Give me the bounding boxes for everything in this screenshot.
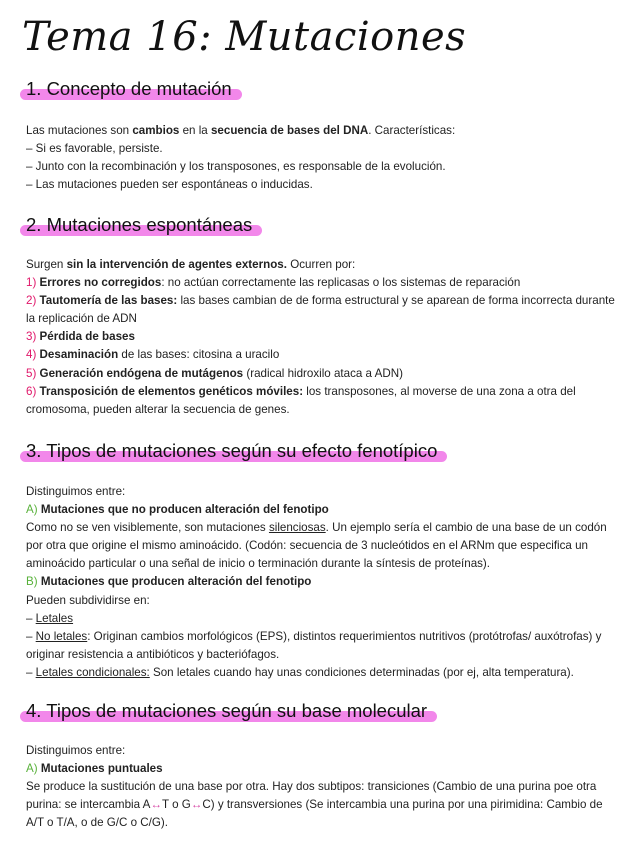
section-body — [26, 483, 616, 682]
paragraph: Distinguimos entre: — [26, 744, 126, 757]
section-espontaneas — [26, 214, 616, 419]
paragraph: Se produce la sustitución de una base por otra. Hay dos subtipos: transiciones (Cambio de una purina poe otra purina: se intercambia A↔T o G↔C) y transversiones (Se intercambia una purina por una pirimidina: Cambio de A/T o T/A, o de G/C o C/G). — [26, 780, 603, 830]
swap-arrow-icon: ↔ — [190, 798, 203, 812]
list-item: – No letales: Originan cambios morfológicos (EPS), distintos requerimientos nutritivos (protótrofas/ auxótrofas) y originar resistencia a antibióticos y bacteriófagos. — [26, 629, 602, 661]
subheading: A) Mutaciones que no producen alteración del fenotipo — [26, 503, 329, 517]
list-item: 5) Generación endógena de mutágenos (radical hidroxilo ataca a ADN) — [26, 366, 403, 380]
section-body — [26, 122, 616, 194]
list-item: 3) Pérdida de bases — [26, 330, 135, 344]
list-item: – Letales condicionales: Son letales cuando hay unas condiciones determinadas (por ej, alta temperatura). — [26, 665, 574, 679]
heading-text: 1. Concepto de mutación — [26, 78, 232, 99]
section-base-molecular — [26, 700, 616, 832]
list-item: 2) Tautomería de las bases: las bases cambian de de forma estructural y se aparean de forma incorrecta durante la replicación de ADN — [26, 294, 615, 326]
section-fenotipico — [26, 440, 616, 682]
section-body — [26, 742, 616, 832]
list-item: 1) Errores no corregidos: no actúan correctamente las replicasas o los sistemas de reparación — [26, 276, 521, 290]
section-heading — [26, 700, 427, 722]
heading-text: 2. Mutaciones espontáneas — [26, 214, 253, 235]
list-item: – Junto con la recombinación y los transposones, es responsable de la evolución. — [26, 160, 446, 174]
paragraph: Surgen sin la intervención de agentes externos. Ocurren por: — [26, 258, 356, 271]
list-item: – Si es favorable, persiste. — [26, 142, 163, 156]
swap-arrow-icon: ↔ — [150, 798, 162, 812]
paragraph: Distinguimos entre: — [26, 485, 126, 498]
page-title: Tema 16: Mutaciones — [22, 14, 467, 60]
section-body — [26, 256, 616, 419]
section-heading — [26, 214, 252, 236]
list-item: 6) Transposición de elementos genéticos móviles: los transposones, al moverse de una zona a otra del cromosoma, pueden alterar la secuencia de genes. — [26, 384, 576, 416]
list-item: 4) Desaminación de las bases: citosina a uracilo — [26, 348, 280, 362]
list-item: – Las mutaciones pueden ser espontáneas o inducidas. — [26, 178, 313, 192]
paragraph: Pueden subdividirse en: — [26, 593, 150, 607]
section-heading — [26, 78, 232, 100]
heading-text: 4. Tipos de mutaciones según su base molecular — [26, 700, 428, 721]
subheading: A) Mutaciones puntuales — [26, 762, 163, 776]
subheading: B) Mutaciones que producen alteración del fenotipo — [26, 575, 312, 589]
paragraph: Como no se ven visiblemente, son mutaciones silenciosas. Un ejemplo sería el cambio de una base de un codón por otra que origine el mismo aminoácido. (Codón: secuencia de 3 nucleótidos en el ARNm que especifica un aminoácido particular o una señal de inicio o terminación durante la síntesis de proteínas). — [26, 521, 607, 571]
section-concepto — [26, 78, 616, 194]
heading-text: 3. Tipos de mutaciones según su efecto fenotípico — [26, 440, 438, 461]
section-heading — [26, 440, 437, 462]
list-item: – Letales — [26, 611, 74, 625]
paragraph: Las mutaciones son cambios en la secuencia de bases del DNA. Características: — [26, 124, 456, 137]
